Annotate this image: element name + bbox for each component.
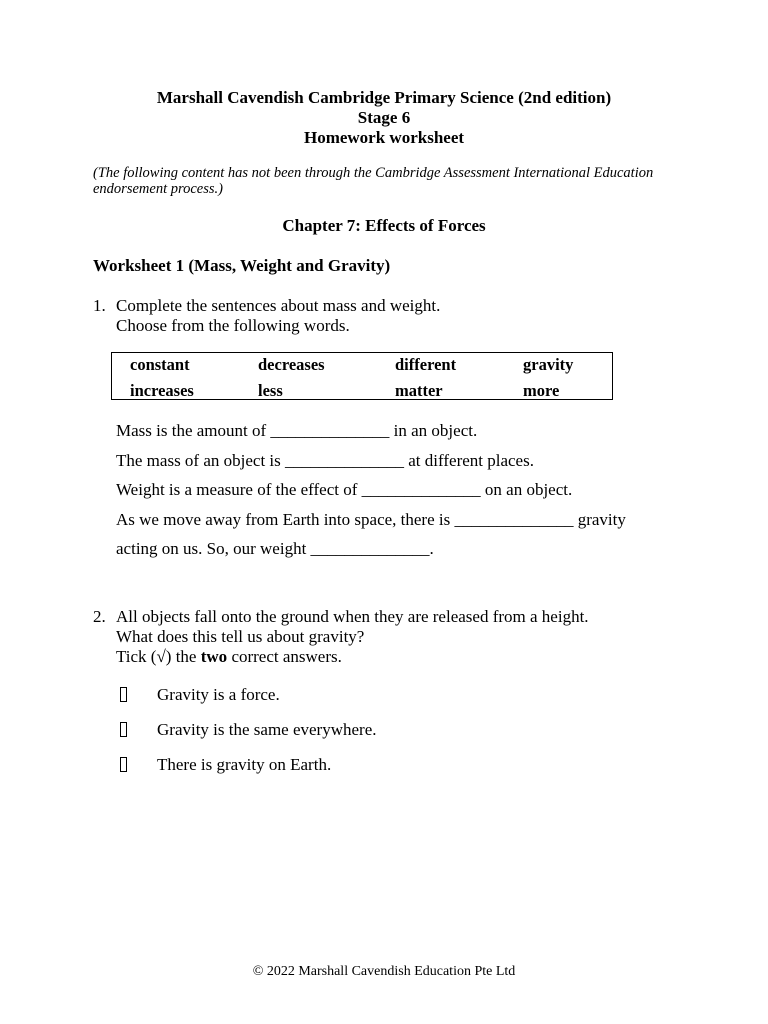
word-bank-item: gravity [523,355,574,374]
word-bank-item: different [395,355,457,374]
question-1-line-2: Choose from the following words. [116,316,350,335]
fill-blank-sentence: As we move away from Earth into space, there is ______________ gravity [116,510,626,529]
document-header [0,88,768,148]
answer-option-label: Gravity is a force. [157,685,280,704]
fill-blank-sentence: Mass is the amount of ______________ in an object. [116,421,478,440]
worksheet-title: Worksheet 1 (Mass, Weight and Gravity) [93,256,391,275]
word-bank-item: decreases [258,355,325,374]
fill-blank-sentence: Weight is a measure of the effect of ______________ on an object. [116,480,573,499]
question-2-line-3: Tick (√) the two correct answers. [116,647,342,666]
question-1-number: 1. [93,296,106,315]
word-bank-item: constant [130,355,190,374]
word-bank-item: less [258,381,283,400]
word-bank-item: increases [130,381,194,400]
stage-label: Stage 6 [357,108,411,127]
checkbox[interactable] [120,722,127,737]
worksheet-type: Homework worksheet [303,128,465,147]
word-bank-item: matter [395,381,443,400]
word-bank [111,352,613,400]
endorsement-note: (The following content has not been through the Cambridge Assessment International Education endorsement process.) [93,165,654,197]
answer-option-label: Gravity is the same everywhere. [157,720,377,739]
question-2-line-2: What does this tell us about gravity? [116,627,365,646]
fill-blank-sentence: The mass of an object is ______________ at different places. [116,451,534,470]
question-2-number: 2. [93,607,106,626]
copyright-footer: © 2022 Marshall Cavendish Education Pte Ltd [252,964,516,979]
fill-blank-sentence: acting on us. So, our weight ______________. [116,539,434,558]
question-1-line-1: Complete the sentences about mass and weight. [116,296,441,315]
publication-title: Marshall Cavendish Cambridge Primary Science (2nd edition) [156,88,612,107]
question-2-line-1: All objects fall onto the ground when they are released from a height. [116,607,589,626]
checkbox[interactable] [120,757,127,772]
answer-option-label: There is gravity on Earth. [157,755,332,774]
word-bank-item: more [523,381,560,400]
checkbox[interactable] [120,687,127,702]
chapter-title: Chapter 7: Effects of Forces [282,216,486,235]
